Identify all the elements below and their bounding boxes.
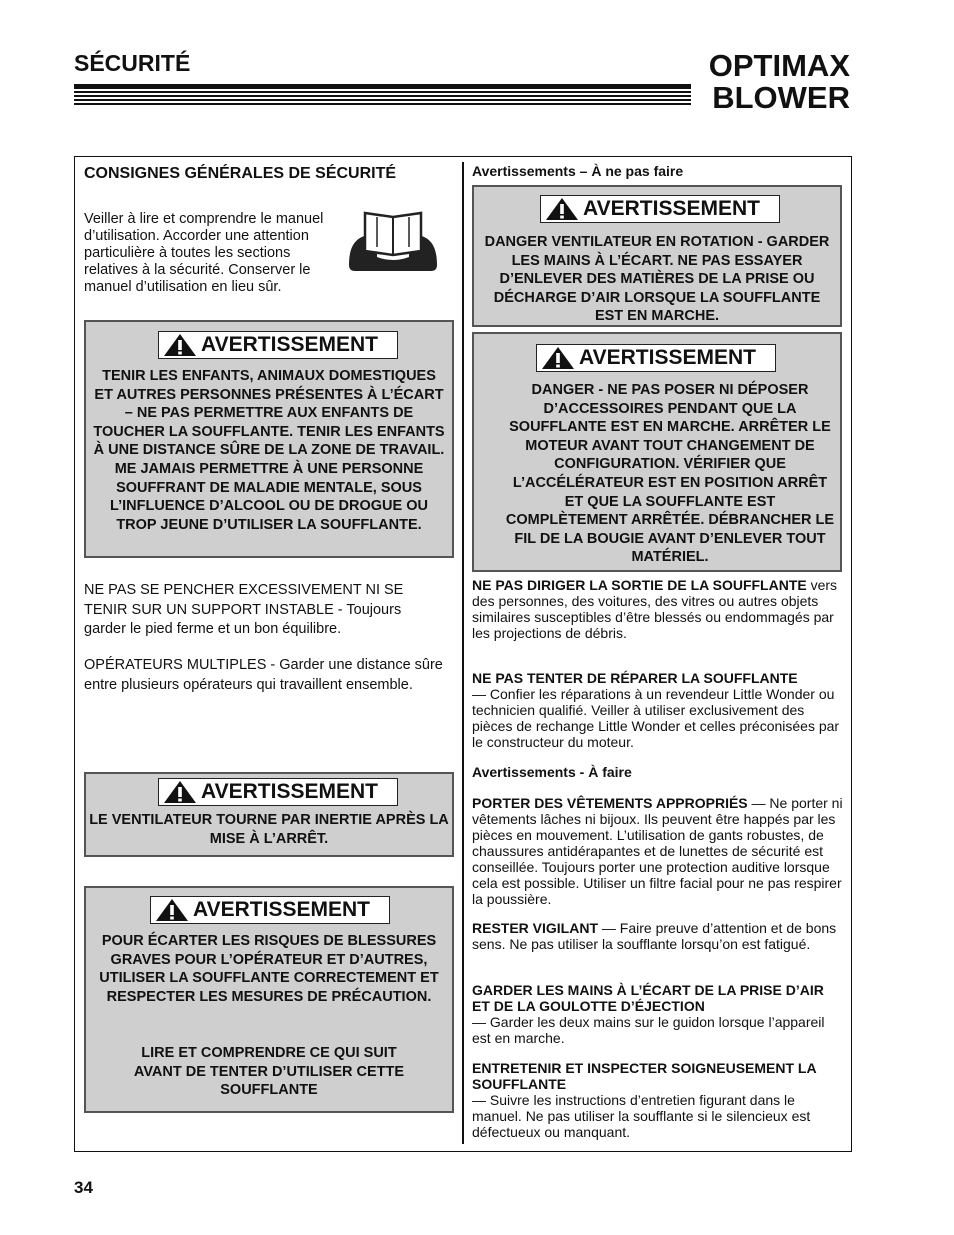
open-manual-icon	[347, 207, 439, 275]
item-title: ENTRETENIR ET INSPECTER SOIGNEUSEMENT LA SOUFFLANTE	[472, 1060, 817, 1092]
section-title: SÉCURITÉ	[74, 50, 191, 76]
warning-triangle-icon	[541, 346, 575, 370]
warning-label: AVERTISSEMENT	[158, 331, 398, 359]
warning-triangle-icon	[155, 898, 189, 922]
warning-box-precautions	[84, 886, 454, 1113]
warning-text-2: LIRE ET COMPRENDRE CE QUI SUIT AVANT DE TENTER D’UTILISER CETTE SOUFFLANTE	[133, 1045, 405, 1099]
warning-text: LE VENTILATEUR TOURNE PAR INERTIE APRÈS LA MISE À L’ARRÊT.	[89, 812, 449, 847]
brand-title	[709, 50, 850, 114]
warning-box-children	[84, 320, 454, 558]
item-text: — Confier les réparations à un revendeur Little Wonder ou technicien qualifié. Veiller à utiliser exclusivement des pièces de rechange Little Wonder et celles préconisées par le constructeur du moteur.	[472, 686, 840, 750]
item-repair	[472, 670, 844, 750]
column-divider	[462, 162, 464, 1144]
warning-text: DANGER VENTILATEUR EN ROTATION - GARDER LES MAINS À L’ÉCART. NE PAS ESSAYER D’ENLEVER DES MATIÈRES DE LA PRISE OU DÉCHARGE D’AIR LORSQUE LA SOUFFLANTE EST EN MARCHE.	[484, 234, 830, 325]
multiple-operators-paragraph: OPÉRATEURS MULTIPLES - Garder une distance sûre entre plusieurs opérateurs qui travaillent ensemble.	[84, 657, 443, 693]
brand-line-1: OPTIMAX	[708, 48, 850, 83]
item-text: — Garder les deux mains sur le guidon lorsque l’appareil est en marche.	[472, 1014, 825, 1046]
item-text: vers des personnes, des voitures, des vitres ou autres objets similaires susceptibles d’être blessés ou endommagés par les projections de débris.	[472, 577, 838, 641]
brand-line-2: BLOWER	[712, 80, 850, 115]
item-vigilant	[472, 920, 844, 952]
warning-triangle-icon	[163, 780, 197, 804]
donts-heading: Avertissements – À ne pas faire	[472, 163, 684, 179]
item-text: — Faire preuve d’attention et de bons sens. Ne pas utiliser la soufflante lorsqu’on est fatigué.	[472, 920, 837, 952]
warning-box-inertia	[84, 772, 454, 857]
item-text: — Ne porter ni vêtements lâches ni bijoux. Ils peuvent être happés par les pièces en mouvement. L’utilisation de gants robustes, de chaussures antidérapantes et de lunettes de sécurité est conseillée. Toujours porter une protection auditive lorsque cela est possible. Utiliser un filtre facial pour ne pas respirer la poussière.	[472, 795, 843, 907]
warning-label: AVERTISSEMENT	[150, 896, 390, 924]
warning-text: POUR ÉCARTER LES RISQUES DE BLESSURES GRAVES POUR L’OPÉRATEUR ET D’AUTRES, UTILISER LA SOUFFLANTE CORRECTEMENT ET RESPECTER LES MESURES DE PRÉCAUTION.	[99, 933, 439, 1005]
item-title: NE PAS DIRIGER LA SORTIE DE LA SOUFFLANTE	[472, 577, 807, 593]
stance-paragraph: NE PAS SE PENCHER EXCESSIVEMENT NI SE TENIR SUR UN SUPPORT INSTABLE - Toujours garder le pied ferme et un bon équilibre.	[84, 582, 404, 637]
intro-paragraph: Veiller à lire et comprendre le manuel d’utilisation. Accorder une attention particulière à toutes les sections relatives à la sécurité. Conserver le manuel d’utilisation en lieu sûr.	[84, 211, 324, 295]
warning-box-fan	[472, 185, 842, 327]
warning-text: TENIR LES ENFANTS, ANIMAUX DOMESTIQUES ET AUTRES PERSONNES PRÉSENTES À L’ÉCART – NE PAS PERMETTRE AUX ENFANTS DE TOUCHER LA SOUFFLANTE. TENIR LES ENFANTS À UNE DISTANCE SÛRE DE LA ZONE DE TRAVAIL. ME JAMAIS PERMETTRE À UNE PERSONNE SOUFFRANT DE MALADIE MENTALE, SOUS L’INFLUENCE D’ALCOOL OU DE DROGUE OU TROP JEUNE D’UTILISER LA SOUFFLANTE.	[93, 368, 445, 533]
item-clothing	[472, 795, 844, 907]
dos-heading: Avertissements - À faire	[472, 764, 632, 780]
warning-label: AVERTISSEMENT	[158, 778, 398, 806]
warning-label: AVERTISSEMENT	[540, 195, 780, 223]
item-title: NE PAS TENTER DE RÉPARER LA SOUFFLANTE	[472, 670, 798, 686]
item-title: PORTER DES VÊTEMENTS APPROPRIÉS	[472, 795, 748, 811]
general-safety-heading: CONSIGNES GÉNÉRALES DE SÉCURITÉ	[84, 165, 397, 182]
item-title: RESTER VIGILANT	[472, 920, 599, 936]
page-number: 34	[74, 1178, 93, 1197]
item-title: GARDER LES MAINS À L’ÉCART DE LA PRISE D’AIR ET DE LA GOULOTTE D’ÉJECTION	[472, 982, 824, 1014]
warning-text: DANGER - NE PAS POSER NI DÉPOSER D’ACCESSOIRES PENDANT QUE LA SOUFFLANTE EST EN MARCHE. ARRÊTER LE MOTEUR AVANT TOUT CHANGEMENT DE CONFIGURATION. VÉRIFIER QUE L’ACCÉLÉRATEUR EST EN POSITION ARRÊT ET QUE LA SOUFFLANTE EST COMPLÈTEMENT ARRÊTÉE. DÉBRANCHER LE FIL DE LA BOUGIE AVANT D’ENLEVER TOUT MATÉRIEL.	[505, 382, 835, 566]
header-rules	[74, 84, 691, 107]
warning-triangle-icon	[163, 333, 197, 357]
item-hands-clear	[472, 982, 844, 1046]
item-direct-outlet	[472, 577, 844, 641]
warning-box-accessories	[472, 332, 842, 572]
warning-triangle-icon	[545, 197, 579, 221]
item-text: — Suivre les instructions d’entretien figurant dans le manuel. Ne pas utiliser la soufflante si le silencieux est défectueux ou manquant.	[472, 1092, 811, 1140]
item-maintenance	[472, 1060, 844, 1140]
warning-label: AVERTISSEMENT	[536, 344, 776, 372]
